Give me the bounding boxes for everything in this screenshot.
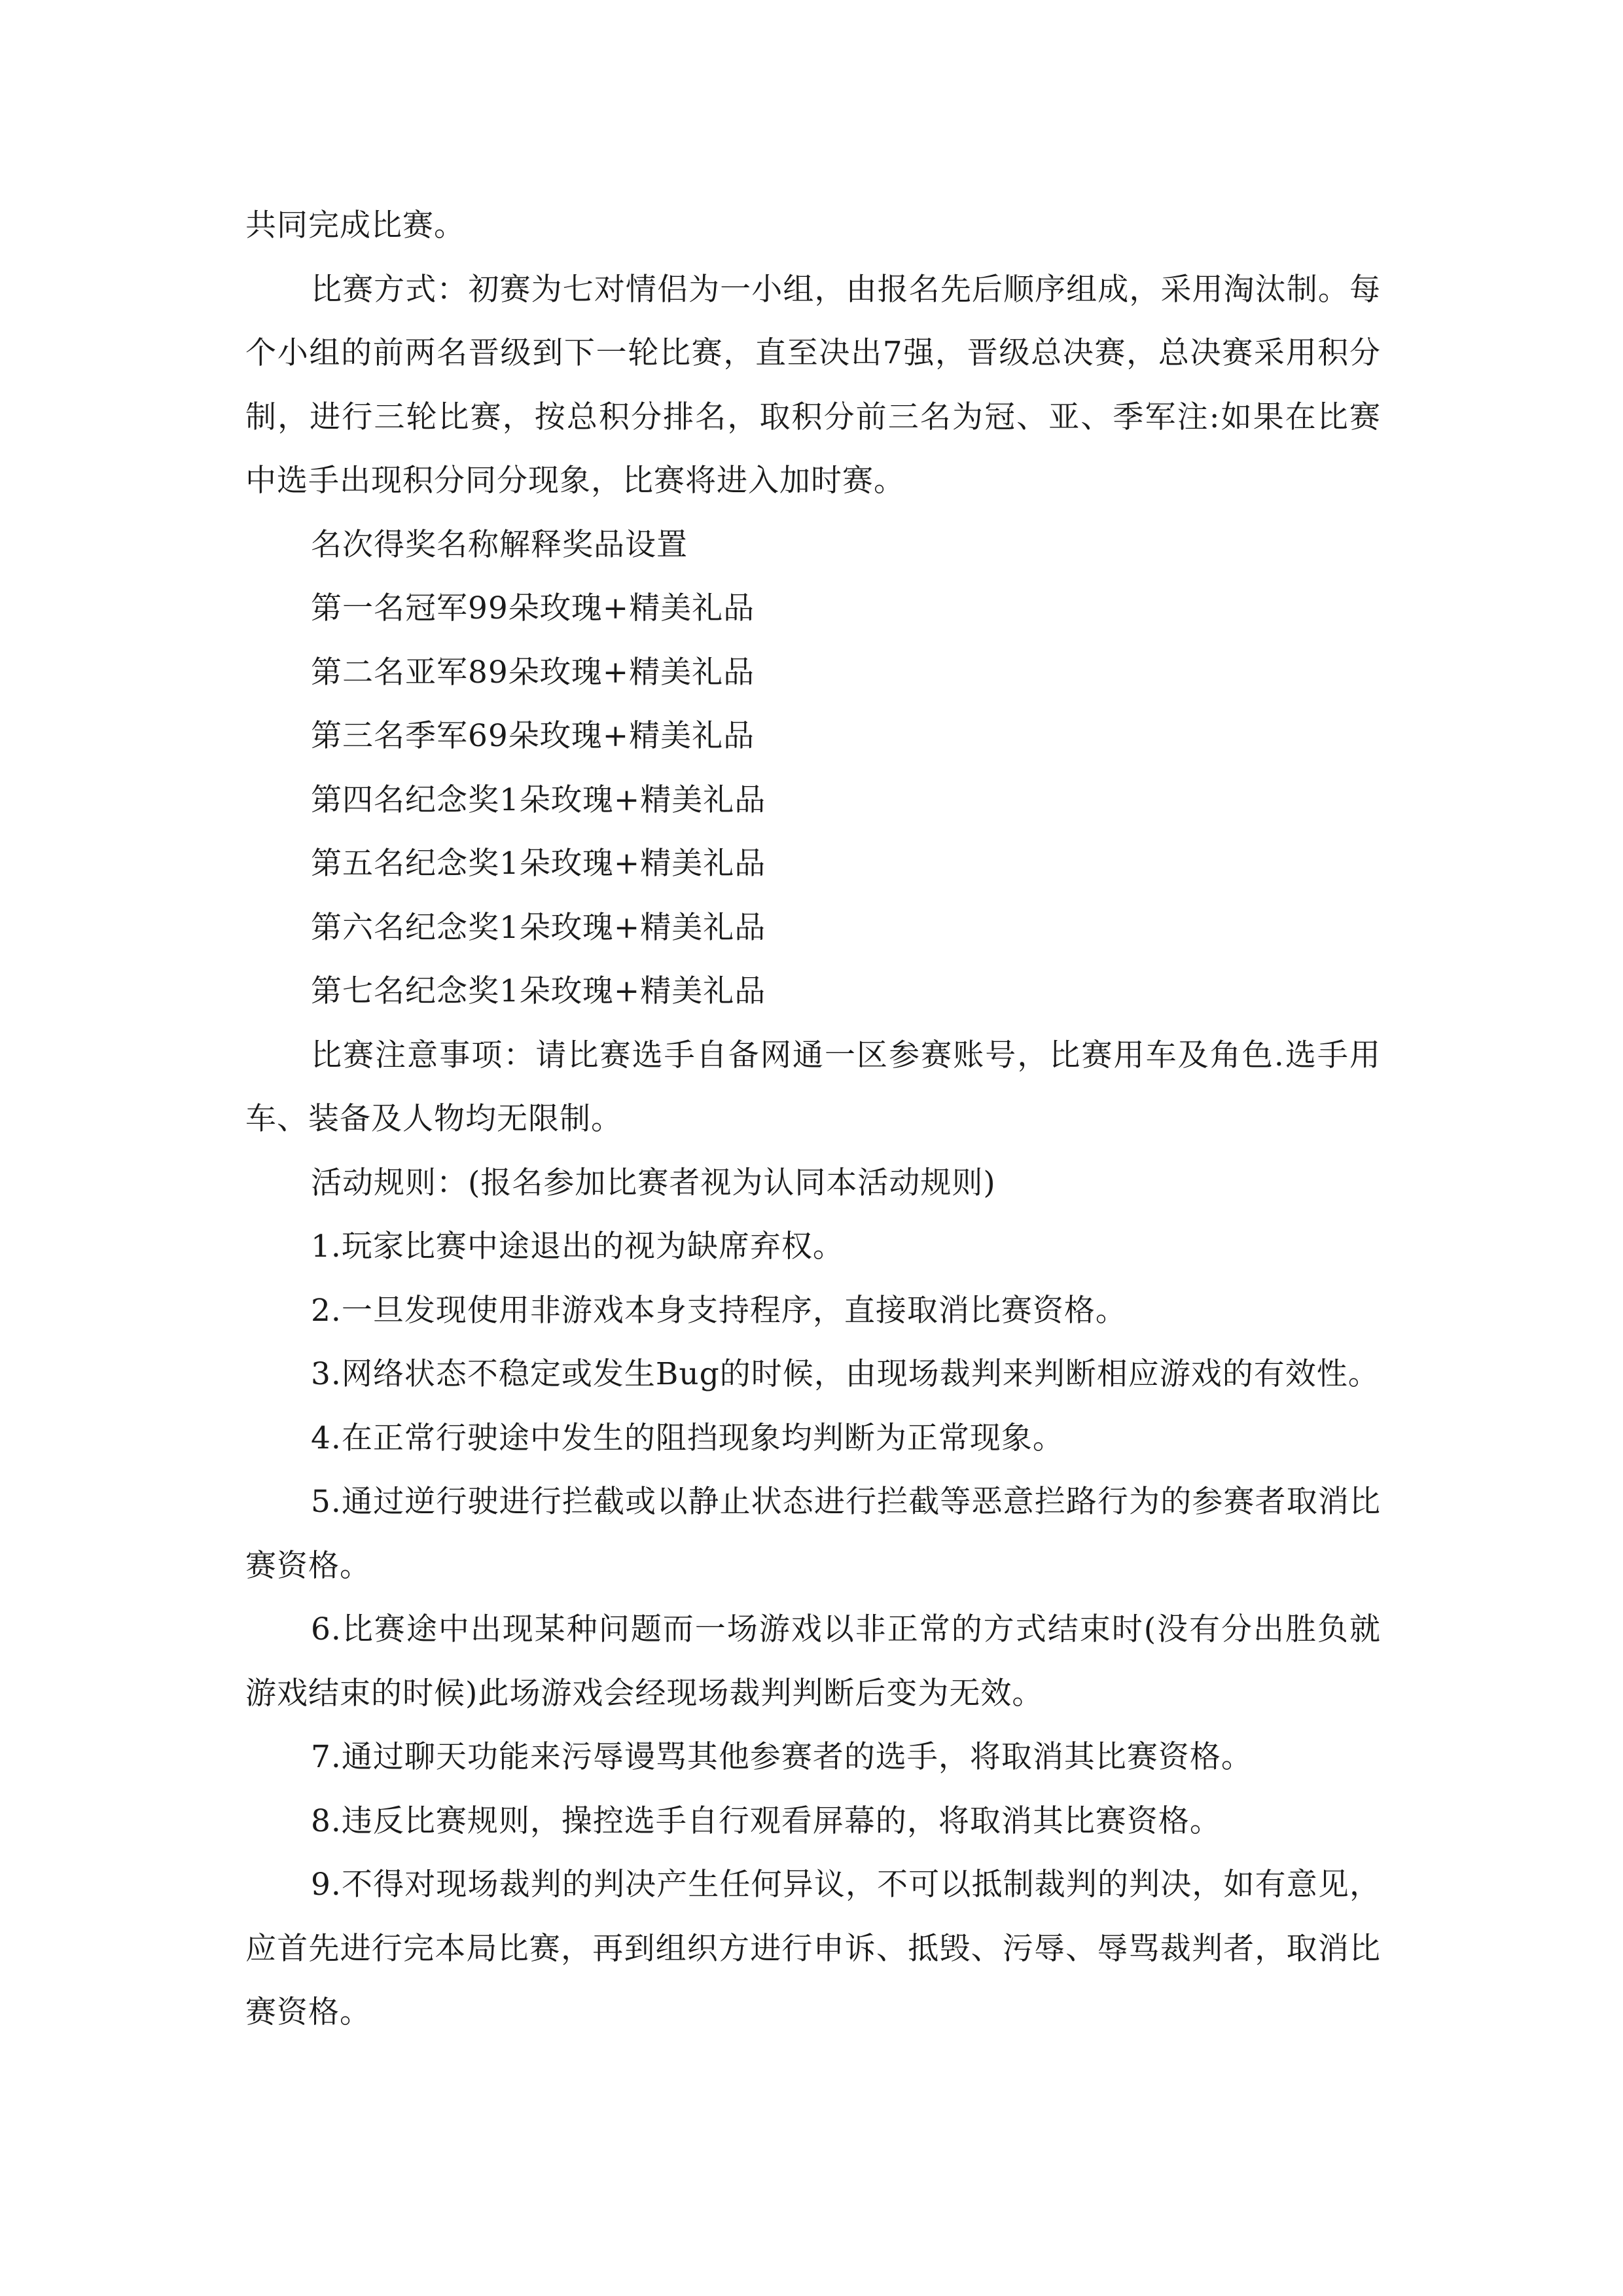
rule-6: 6.比赛途中出现某种问题而一场游戏以非正常的方式结束时(没有分出胜负就游戏结束的时候)此场游戏会经现场裁判判断后变为无效。 xyxy=(245,1611,1381,1712)
rules-heading: 活动规则：(报名参加比赛者视为认同本活动规则) xyxy=(311,1164,996,1201)
rule-7: 7.通过聊天功能来污辱谩骂其他参赛者的选手，将取消其比赛资格。 xyxy=(311,1739,1253,1775)
paragraph-competition-format: 比赛方式：初赛为七对情侣为一小组，由报名先后顺序组成，采用淘汰制。每个小组的前两名晋级到下一轮比赛，直至决出7强，晋级总决赛，总决赛采用积分制，进行三轮比赛，按总积分排名，取积分前三名为冠、亚、季军注:如果在比赛中选手出现积分同分现象，比赛将进入加时赛。 xyxy=(245,271,1381,499)
prize-row-5: 第五名纪念奖1朵玫瑰+精美礼品 xyxy=(311,846,766,882)
prize-row-7: 第七名纪念奖1朵玫瑰+精美礼品 xyxy=(311,973,766,1009)
document-body xyxy=(245,194,1381,2045)
rule-2: 2.一旦发现使用非游戏本身支持程序，直接取消比赛资格。 xyxy=(311,1292,1127,1329)
prize-row-2: 第二名亚军89朵玫瑰+精美礼品 xyxy=(311,654,755,691)
paragraph-notes: 比赛注意事项：请比赛选手自备网通一区参赛账号，比赛用车及角色.选手用车、装备及人物均无限制。 xyxy=(245,1037,1381,1137)
paragraph-continuation: 共同完成比赛。 xyxy=(245,207,465,243)
prize-row-1: 第一名冠军99朵玫瑰+精美礼品 xyxy=(311,590,755,626)
prize-row-6: 第六名纪念奖1朵玫瑰+精美礼品 xyxy=(311,909,766,946)
rule-4: 4.在正常行驶途中发生的阻挡现象均判断为正常现象。 xyxy=(311,1420,1064,1456)
rule-8: 8.违反比赛规则，操控选手自行观看屏幕的，将取消其比赛资格。 xyxy=(311,1803,1221,1839)
rule-3: 3.网络状态不稳定或发生Bug的时候，由现场裁判来判断相应游戏的有效性。 xyxy=(311,1356,1380,1392)
prize-table-header: 名次得奖名称解释奖品设置 xyxy=(311,526,688,563)
rule-1: 1.玩家比赛中途退出的视为缺席弃权。 xyxy=(311,1229,844,1265)
prize-row-3: 第三名季军69朵玫瑰+精美礼品 xyxy=(311,718,755,754)
prize-row-4: 第四名纪念奖1朵玫瑰+精美礼品 xyxy=(311,781,766,818)
rule-5: 5.通过逆行驶进行拦截或以静止状态进行拦截等恶意拦路行为的参赛者取消比赛资格。 xyxy=(245,1484,1381,1584)
rule-9: 9.不得对现场裁判的判决产生任何异议，不可以抵制裁判的判决，如有意见，应首先进行完本局比赛，再到组织方进行申诉、抵毁、污辱、辱骂裁判者，取消比赛资格。 xyxy=(245,1867,1381,2030)
